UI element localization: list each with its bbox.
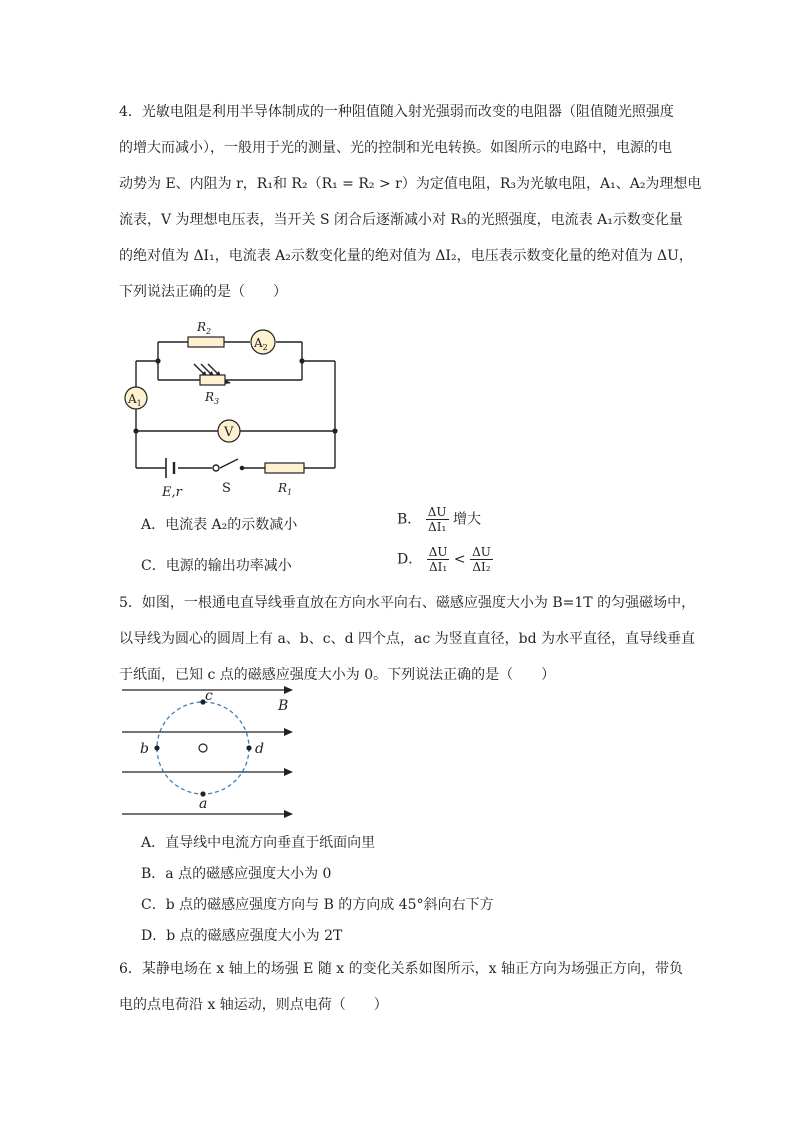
q4-option-b[interactable]: [397, 505, 481, 534]
fraction-du-di1: $\frac{\Delta U}{\text{ΔI₁}}$: [427, 505, 447, 534]
q5-option-d[interactable]: D．b 点的磁感应强度大小为 2T: [141, 928, 343, 944]
q5-option-c[interactable]: C．b 点的磁感应强度方向与 B 的方向成 45°斜向右下方: [141, 897, 494, 913]
q5-option-b[interactable]: B．a 点的磁感应强度大小为 0: [141, 866, 332, 882]
option-letter: B．: [397, 511, 422, 528]
magnetic-field-diagram: [118, 680, 303, 824]
less-than-sign: <: [453, 551, 466, 568]
q4-line: 的增大而减小），一般用于光的测量、光的控制和光电转换。如图所示的电路中，电源的电: [119, 140, 672, 156]
label-battery: E,r: [162, 485, 182, 500]
point-d-label: d: [255, 741, 264, 757]
q5-option-a[interactable]: A．直导线中电流方向垂直于纸面向里: [141, 835, 376, 851]
question-4-stem: [119, 94, 702, 310]
q6-line: 电的点电荷沿 x 轴运动，则点电荷（ ）: [119, 997, 388, 1013]
field-b-label: B: [278, 698, 289, 714]
q5-line: 于纸面，已知 c 点的磁感应强度大小为 0。下列说法正确的是（ ）: [119, 667, 556, 683]
resistor-r1: [265, 463, 304, 473]
option-letter: D．: [397, 551, 423, 568]
option-text: 增大: [452, 511, 481, 528]
label-r1: $R_1$: [278, 481, 293, 497]
label-v: V: [224, 425, 234, 440]
label-a2: $A_2$: [254, 336, 268, 352]
question-6-stem: [119, 951, 689, 1023]
q4-option-d[interactable]: [397, 545, 493, 574]
q4-line: 的绝对值为 ΔI₁，电流表 A₂示数变化量的绝对值为 ΔI₂，电压表示数变化量的绝对值为 ΔU，: [119, 248, 693, 264]
q6-line: 6．某静电场在 x 轴上的场强 E 随 x 的变化关系如图所示，x 轴正方向为场强正方向，带负: [119, 961, 683, 977]
label-r3: $R_3$: [205, 390, 220, 406]
fraction-du-di1: $\frac{\Delta U}{\text{ΔI₁}}$: [428, 545, 448, 574]
fraction-du-di2: $\frac{\Delta U}{\text{ΔI₂}}$: [472, 545, 491, 574]
label-a1: $A_1$: [128, 392, 142, 408]
q4-line: 动势为 E、内阻为 r，R₁和 R₂（R₁ = R₂ > r）为定值电阻，R₃为光敏电阻，A₁、A₂为理想电: [119, 176, 702, 192]
q4-line: 4．光敏电阻是利用半导体制成的一种阻值随入射光强弱而改变的电阻器（阻值随光照强度: [119, 104, 674, 120]
q4-option-c[interactable]: C．电源的输出功率减小: [141, 558, 292, 574]
point-b-label: b: [140, 741, 149, 757]
q5-line: 以导线为圆心的圆周上有 a、b、c、d 四个点，ac 为竖直直径，bd 为水平直径，直导线垂直: [119, 631, 696, 647]
resistor-r2: [188, 337, 224, 347]
resistor-r3: [200, 375, 225, 385]
wire-center: [199, 744, 207, 752]
point-c-label: c: [205, 688, 213, 704]
question-5-stem: [119, 585, 696, 693]
point-a-label: a: [199, 796, 208, 812]
q4-line: 下列说法正确的是（ ）: [119, 284, 287, 300]
q4-option-a[interactable]: A．电流表 A₂的示数减小: [141, 517, 298, 533]
label-switch: S: [222, 481, 231, 496]
label-r2: $R_2$: [197, 320, 212, 336]
q5-line: 5．如图，一根通电直导线垂直放在方向水平向右、磁感应强度大小为 B=1T 的匀强磁场中，: [119, 595, 696, 611]
circuit-diagram: [118, 316, 348, 502]
q4-line: 流表，V 为理想电压表，当开关 S 闭合后逐渐减小对 R₃的光照强度，电流表 A₁示数变化量: [119, 212, 683, 228]
